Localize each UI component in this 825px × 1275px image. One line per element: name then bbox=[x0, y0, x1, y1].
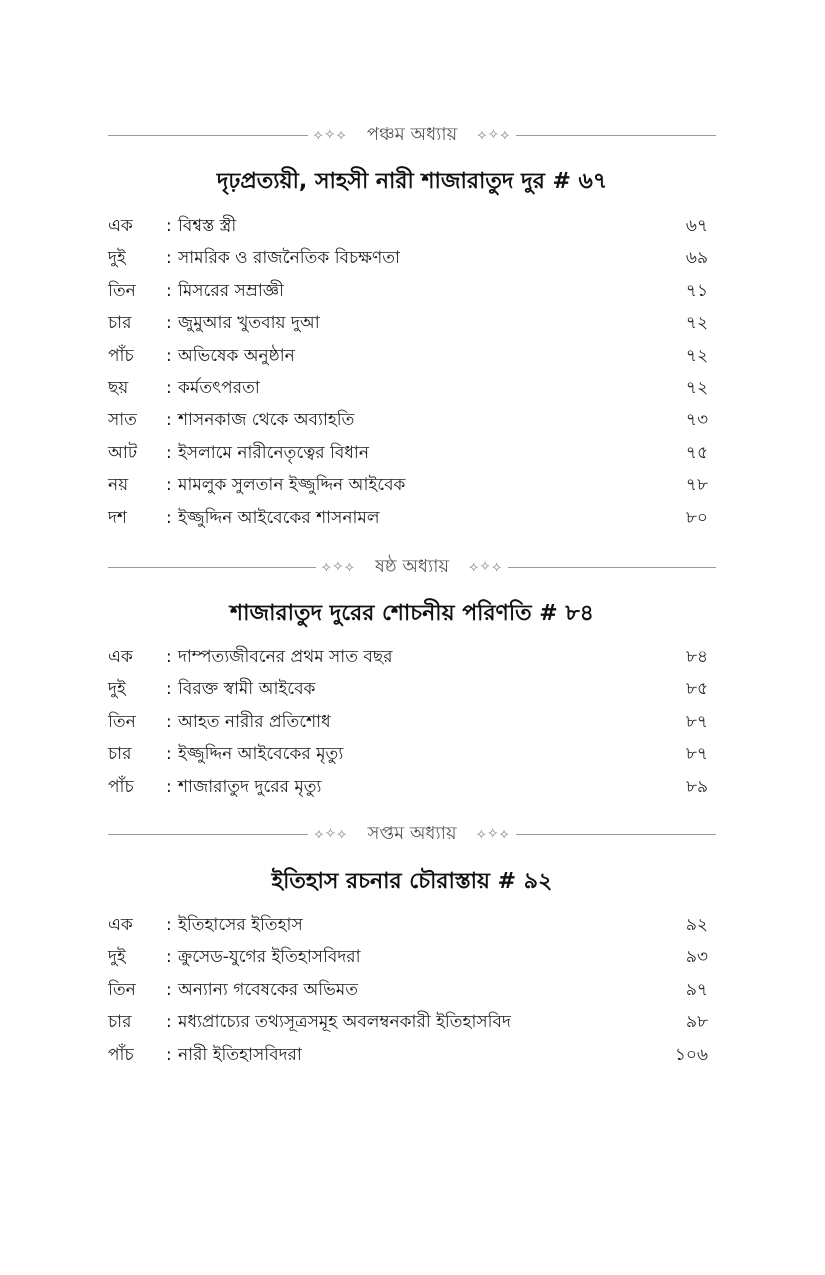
toc-entry[interactable]: নয় : মামলুক সুলতান ইজ্জুদ্দিন আইবেক ৭৮ bbox=[108, 469, 708, 501]
toc-entry[interactable]: চার : ইজ্জুদ্দিন আইবেকের মৃত্যু ৮৭ bbox=[108, 738, 708, 770]
entry-number: দশ bbox=[108, 507, 127, 528]
entry-title: ইতিহাসের ইতিহাস bbox=[178, 915, 303, 935]
entry-title: মধ্যপ্রাচ্যের তথ্যসূত্রসমূহ অবলম্বনকারী ইতিহাসবিদ bbox=[178, 1012, 511, 1033]
entry-page: ৭১ bbox=[685, 280, 708, 301]
entry-number: দুই bbox=[108, 679, 126, 700]
entry-number: এক bbox=[108, 647, 133, 667]
entry-title: শাসনকাজ থেকে অব্যাহতি bbox=[178, 410, 355, 431]
entry-number: চার bbox=[108, 744, 132, 765]
entry-page: ৮০ bbox=[685, 507, 708, 528]
entry-title: অন্যান্য গবেষকের অভিমত bbox=[178, 979, 358, 1000]
entry-number: দুই bbox=[108, 947, 126, 968]
entry-number: চার bbox=[108, 313, 132, 334]
entry-title: ক্রুসেড-যুগের ইতিহাসবিদরা bbox=[178, 947, 361, 968]
entry-title: মিসরের সম্রাজ্ঞী bbox=[178, 280, 284, 301]
toc-entry[interactable]: সাত : শাসনকাজ থেকে অব্যাহতি ৭৩ bbox=[108, 404, 708, 436]
entry-title: ইজ্জুদ্দিন আইবেকের শাসনামল bbox=[178, 507, 380, 528]
entry-number: সাত bbox=[108, 410, 137, 431]
entry-page: ৭২ bbox=[685, 377, 708, 398]
toc-entry[interactable]: দুই : বিরক্ত স্বামী আইবেক ৮৫ bbox=[108, 673, 708, 705]
toc-list bbox=[108, 641, 708, 803]
ornament-icon: ⟡✧⟡ bbox=[469, 559, 503, 575]
entry-page: ৭৮ bbox=[685, 475, 708, 496]
ornament-icon: ⟡✧⟡ bbox=[321, 559, 355, 575]
toc-entry[interactable]: আট : ইসলামে নারীনেতৃত্বের বিধান ৭৫ bbox=[108, 437, 708, 469]
entry-number: তিন bbox=[108, 280, 136, 301]
entry-title: ইসলামে নারীনেতৃত্বের বিধান bbox=[178, 442, 369, 463]
entry-page: ৯৭ bbox=[685, 979, 708, 1000]
ornament-icon: ⟡✧⟡ bbox=[477, 127, 511, 143]
entry-page: ৮৪ bbox=[685, 647, 708, 667]
toc-entry[interactable]: তিন : মিসরের সম্রাজ্ঞী ৭১ bbox=[108, 275, 708, 307]
entry-number: তিন bbox=[108, 979, 136, 1000]
toc-entry[interactable]: পাঁচ : অভিষেক অনুষ্ঠান ৭২ bbox=[108, 340, 708, 372]
entry-number: চার bbox=[108, 1012, 132, 1033]
entry-title: আহত নারীর প্রতিশোধ bbox=[178, 711, 331, 732]
entry-page: ৮৫ bbox=[685, 679, 708, 700]
chapter-label: পঞ্চম অধ্যায় bbox=[366, 123, 458, 145]
chapter-title: ইতিহাস রচনার চৌরাস্তায় # ৯২ bbox=[271, 869, 553, 894]
entry-page: ৮৯ bbox=[685, 776, 708, 797]
entry-number: নয় bbox=[108, 475, 129, 496]
entry-page: ৮৭ bbox=[685, 711, 708, 732]
entry-number: এক bbox=[108, 216, 133, 236]
toc-entry[interactable]: পাঁচ : শাজারাতুদ দুরের মৃত্যু ৮৯ bbox=[108, 771, 708, 803]
toc-entry[interactable]: চার : জুমুআর খুতবায় দুআ ৭২ bbox=[108, 307, 708, 339]
toc-entry[interactable]: দুই : সামরিক ও রাজনৈতিক বিচক্ষণতা ৬৯ bbox=[108, 242, 708, 274]
entry-page: ৮৭ bbox=[685, 744, 708, 765]
entry-title: কর্মতৎপরতা bbox=[178, 377, 260, 398]
ornament-icon: ⟡✧⟡ bbox=[476, 826, 510, 842]
toc-entry[interactable]: এক : বিশ্বস্ত স্ত্রী ৬৭ bbox=[108, 210, 708, 242]
ornament-icon: ⟡✧⟡ bbox=[313, 127, 347, 143]
toc-entry[interactable]: দুই : ক্রুসেড-যুগের ইতিহাসবিদরা ৯৩ bbox=[108, 941, 708, 973]
entry-number: পাঁচ bbox=[108, 1044, 134, 1065]
divider-rule-right bbox=[508, 567, 716, 568]
entry-page: ৯২ bbox=[685, 915, 708, 935]
entry-title: সামরিক ও রাজনৈতিক বিচক্ষণতা bbox=[178, 248, 400, 269]
toc-entry[interactable]: চার : মধ্যপ্রাচ্যের তথ্যসূত্রসমূহ অবলম্বনকারী ইতিহাসবিদ ৯৮ bbox=[108, 1006, 708, 1038]
divider-rule-left bbox=[108, 567, 316, 568]
toc-entry[interactable]: তিন : অন্যান্য গবেষকের অভিমত ৯৭ bbox=[108, 974, 708, 1006]
toc-entry[interactable]: দশ : ইজ্জুদ্দিন আইবেকের শাসনামল ৮০ bbox=[108, 502, 708, 534]
entry-page: ৭২ bbox=[685, 313, 708, 334]
divider-rule-left bbox=[108, 135, 308, 136]
entry-page: ১০৬ bbox=[674, 1044, 708, 1065]
entry-page: ৬৯ bbox=[685, 248, 708, 269]
toc-entry[interactable]: তিন : আহত নারীর প্রতিশোধ ৮৭ bbox=[108, 706, 708, 738]
chapter-label: সপ্তম অধ্যায় bbox=[367, 822, 457, 844]
entry-number: আট bbox=[108, 442, 138, 463]
entry-title: জুমুআর খুতবায় দুআ bbox=[178, 313, 320, 334]
entry-number: পাঁচ bbox=[108, 776, 134, 797]
divider-rule-right bbox=[516, 834, 716, 835]
chapter-divider bbox=[108, 822, 716, 846]
entry-page: ৭৩ bbox=[685, 410, 708, 431]
entry-title: বিশ্বস্ত স্ত্রী bbox=[178, 216, 237, 236]
entry-number: দুই bbox=[108, 248, 126, 269]
entry-page: ৬৭ bbox=[685, 216, 708, 236]
chapter-title: দৃঢ়প্রত্যয়ী, সাহসী নারী শাজারাতুদ দুর # ৬৭ bbox=[216, 169, 608, 194]
toc-list bbox=[108, 909, 708, 1071]
entry-page: ৯৮ bbox=[685, 1012, 708, 1033]
toc-entry[interactable]: এক : দাম্পত্যজীবনের প্রথম সাত বছর ৮৪ bbox=[108, 641, 708, 673]
divider-rule-left bbox=[108, 834, 308, 835]
entry-title: মামলুক সুলতান ইজ্জুদ্দিন আইবেক bbox=[178, 475, 406, 496]
entry-title: অভিষেক অনুষ্ঠান bbox=[178, 345, 295, 366]
entry-number: ছয় bbox=[108, 377, 129, 398]
chapter-label: ষষ্ঠ অধ্যায় bbox=[374, 555, 450, 577]
entry-page: ৭২ bbox=[685, 345, 708, 366]
entry-number: পাঁচ bbox=[108, 345, 134, 366]
toc-list bbox=[108, 210, 708, 534]
entry-page: ৭৫ bbox=[685, 442, 708, 463]
entry-title: ইজ্জুদ্দিন আইবেকের মৃত্যু bbox=[178, 744, 344, 765]
chapter-divider bbox=[108, 555, 716, 579]
toc-entry[interactable]: পাঁচ : নারী ইতিহাসবিদরা ১০৬ bbox=[108, 1039, 708, 1071]
entry-title: শাজারাতুদ দুরের মৃত্যু bbox=[178, 776, 322, 797]
entry-title: নারী ইতিহাসবিদরা bbox=[178, 1044, 302, 1065]
chapter-title: শাজারাতুদ দুরের শোচনীয় পরিণতি # ৮৪ bbox=[230, 601, 594, 626]
entry-number: এক bbox=[108, 915, 133, 935]
toc-entry[interactable]: এক : ইতিহাসের ইতিহাস ৯২ bbox=[108, 909, 708, 941]
entry-number: তিন bbox=[108, 711, 136, 732]
ornament-icon: ⟡✧⟡ bbox=[314, 826, 348, 842]
entry-page: ৯৩ bbox=[685, 947, 708, 968]
chapter-divider bbox=[108, 123, 716, 147]
toc-entry[interactable]: ছয় : কর্মতৎপরতা ৭২ bbox=[108, 372, 708, 404]
entry-title: দাম্পত্যজীবনের প্রথম সাত বছর bbox=[178, 647, 393, 667]
entry-title: বিরক্ত স্বামী আইবেক bbox=[178, 679, 316, 700]
divider-rule-right bbox=[516, 135, 716, 136]
